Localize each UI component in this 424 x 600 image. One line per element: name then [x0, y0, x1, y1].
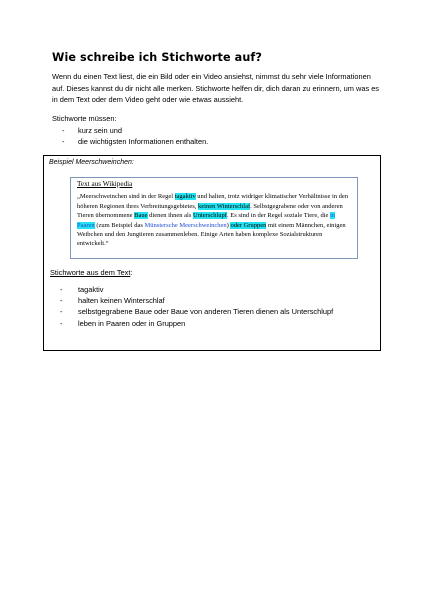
- wiki-link[interactable]: Münstersche Meerschweinchen: [144, 221, 227, 229]
- notes-title-text: Stichworte aus dem Text: [50, 268, 131, 277]
- note-item: - halten keinen Winterschlaf: [60, 295, 333, 306]
- intro-paragraph: [52, 71, 382, 106]
- wiki-text-segment: ): [226, 221, 231, 229]
- example-label: Beispiel Meerschweinchen:: [49, 159, 134, 166]
- wikipedia-quote-box: [70, 177, 358, 259]
- wiki-text-segment: und halten, trotz widriger klimatischer Verhältnisse in den höheren Regionen ihres Verbreitungsgebietes,: [77, 193, 349, 210]
- highlighted-keyword: Baue: [134, 212, 148, 220]
- highlighted-keyword: Unterschlupf: [193, 212, 227, 220]
- notes-title: [50, 268, 132, 277]
- rules-list: [62, 125, 208, 148]
- notes-title-colon: :: [130, 268, 133, 277]
- wiki-text-segment: . Es sind in der Regel soziale Tiere, die: [226, 212, 331, 220]
- highlighted-keyword: oder Gruppen: [230, 221, 267, 229]
- note-item: - leben in Paaren oder in Gruppen: [60, 318, 333, 329]
- page-title: Wie schreibe ich Stichworte auf?: [52, 51, 262, 64]
- wiki-text-segment: (zum Beispiel das: [94, 221, 145, 229]
- highlighted-keyword: tagaktiv: [174, 193, 196, 201]
- wiki-text-segment: „Meerschweinchen sind in der Regel: [77, 193, 175, 201]
- rules-item: - die wichtigsten Informationen enthalten.: [62, 136, 208, 147]
- rules-item: - kurz sein und: [62, 125, 208, 136]
- note-item: - tagaktiv: [60, 284, 333, 295]
- rules-title: Stichworte müssen:: [52, 114, 117, 123]
- wiki-text-segment: dienen ihnen als: [147, 212, 194, 220]
- wikipedia-title: Text aus Wikipedia: [77, 180, 133, 188]
- example-box: [43, 155, 381, 351]
- notes-list: [60, 284, 333, 329]
- intro-text: Wenn du einen Text liest, die ein Bild oder ein Video ansiehst, nimmst du sehr viele Informationen auf. Dieses kannst du dir nicht alle merken. Stichworte helfen dir, dich daran zu erinnern, um was es in dem Text oder dem Video geht oder wie etwas aussieht.: [52, 72, 379, 105]
- highlighted-keyword[interactable]: in Paaren: [77, 212, 336, 229]
- wiki-text-segment: . Selbstgegrabene oder von anderen Tieren übernommene: [77, 202, 343, 220]
- highlighted-keyword: keinen Winterschlaf: [198, 202, 251, 210]
- note-item: - selbstgegrabene Baue oder Baue von anderen Tieren dienen als Unterschlupf: [60, 306, 333, 317]
- wikipedia-text: [77, 192, 351, 248]
- wiki-text-segment: mit einem Männchen, einigen Weibchen und den Jungtieren zusammenleben. Einige Arten haben komplexe Sozialstrukturen entwickelt.“: [77, 221, 346, 248]
